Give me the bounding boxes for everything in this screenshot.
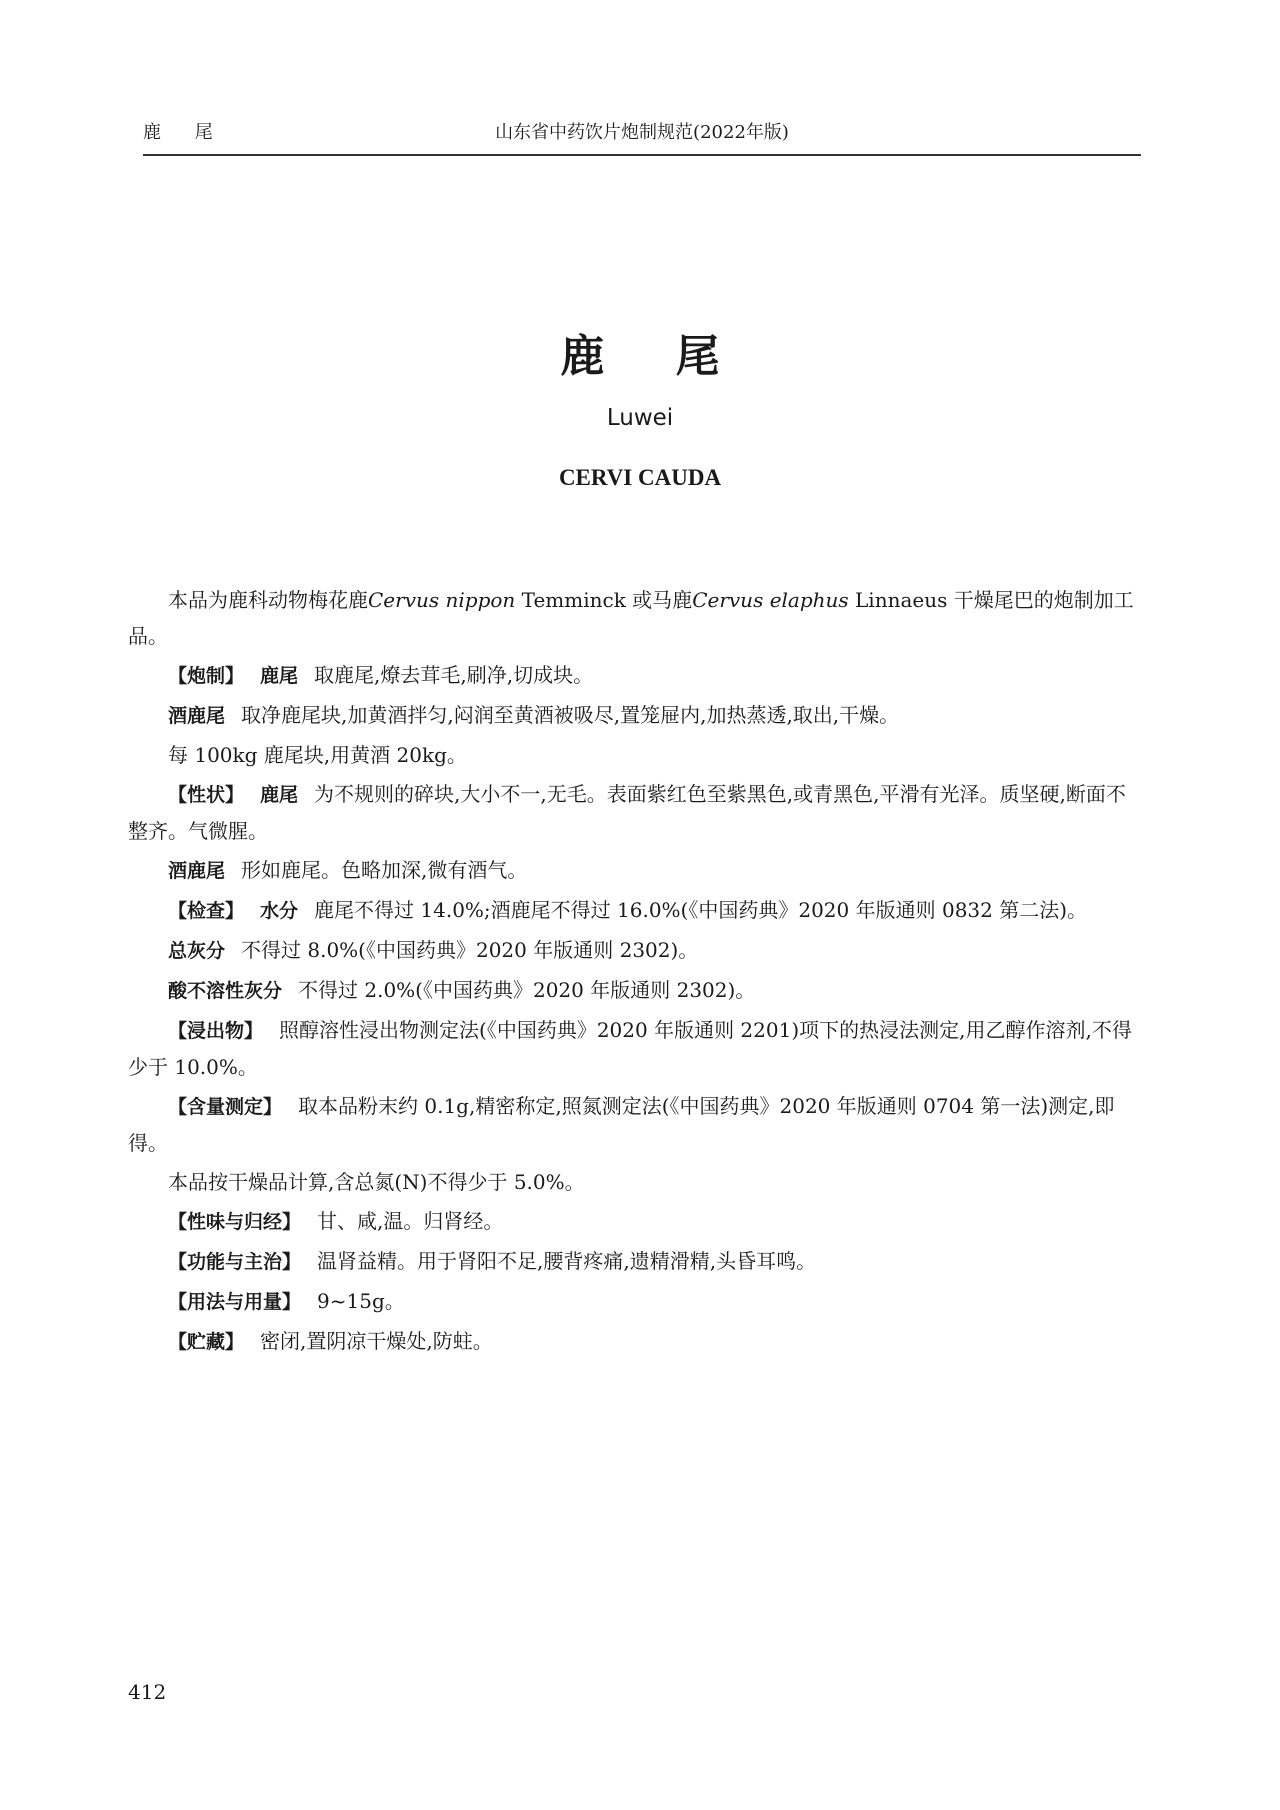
section-text: 不得过 2.0%(《中国药典》2020 年版通则 2302)。 — [298, 978, 756, 1002]
storage-paragraph — [128, 1323, 1143, 1360]
monograph-latin-name: CERVI CAUDA — [558, 465, 722, 490]
section-text: 温肾益精。用于肾阳不足,腰背疼痛,遗精滑精,头昏耳鸣。 — [317, 1249, 817, 1273]
sub-label: 酒鹿尾 — [168, 705, 226, 727]
section-text: 照醇溶性浸出物测定法(《中国药典》2020 年版通则 2201)项下的热浸法测定,用乙醇作溶剂,不得少于 10.0%。 — [128, 1018, 1132, 1079]
inspection-paragraph — [128, 932, 1143, 969]
intro-text: Temminck 或马鹿 — [515, 588, 693, 612]
sub-label: 酸不溶性灰分 — [168, 980, 283, 1002]
monograph-pinyin: Luwei — [606, 405, 674, 431]
section-text: 取净鹿尾块,加黄酒拌匀,闷润至黄酒被吸尽,置笼屉内,加热蒸透,取出,干燥。 — [241, 703, 900, 727]
processing-paragraph — [128, 657, 1143, 694]
species-name: Cervus elaphus — [692, 588, 849, 612]
assay-limit: 本品按干燥品计算,含总氮(N)不得少于 5.0%。 — [168, 1170, 585, 1194]
processing-paragraph — [128, 697, 1143, 734]
section-text: 不得过 8.0%(《中国药典》2020 年版通则 2302)。 — [241, 938, 699, 962]
species-name: Cervus nippon — [368, 588, 516, 612]
sub-label: 水分 — [260, 900, 299, 922]
section-text: 密闭,置阴凉干燥处,防蛀。 — [260, 1329, 493, 1353]
sub-label: 总灰分 — [168, 940, 226, 962]
monograph-title: 鹿 尾 — [560, 331, 748, 382]
monograph-body — [128, 582, 1143, 1363]
extract-paragraph — [128, 1012, 1143, 1085]
page-header — [143, 118, 1141, 156]
section-label: 【用法与用量】 — [168, 1291, 302, 1313]
section-label: 【性状】 — [168, 784, 245, 806]
section-text: 形如鹿尾。色略加深,微有酒气。 — [241, 858, 528, 882]
book-title: 山东省中药饮片炮制规范(2022年版) — [495, 122, 789, 143]
inspection-paragraph — [128, 972, 1143, 1009]
page-number: 412 — [128, 1680, 167, 1704]
running-title: 鹿 尾 — [143, 122, 227, 143]
section-label: 【性味与归经】 — [168, 1211, 302, 1233]
section-text: 取本品粉末约 0.1g,精密称定,照氮测定法(《中国药典》2020 年版通则 0704 第一法)测定,即得。 — [128, 1094, 1115, 1155]
description-paragraph — [128, 776, 1143, 849]
taste-paragraph — [128, 1203, 1143, 1240]
inspection-paragraph — [128, 892, 1143, 929]
sub-label: 鹿尾 — [260, 665, 299, 687]
section-label: 【检查】 — [168, 900, 245, 922]
intro-text: 本品为鹿科动物梅花鹿 — [168, 588, 368, 612]
intro-text: Linnaeus 干燥尾巴的炮制加工品。 — [128, 588, 1134, 648]
section-text: 取鹿尾,燎去茸毛,刷净,切成块。 — [314, 663, 594, 687]
section-label: 【含量测定】 — [168, 1096, 283, 1118]
section-label: 【浸出物】 — [168, 1020, 264, 1042]
section-text: 为不规则的碎块,大小不一,无毛。表面紫红色至紫黑色,或青黑色,平滑有光泽。质坚硬,断面不整齐。气微腥。 — [128, 782, 1126, 843]
processing-ratio: 每 100kg 鹿尾块,用黄酒 20kg。 — [168, 743, 467, 767]
intro-paragraph — [128, 582, 1143, 654]
section-label: 【功能与主治】 — [168, 1251, 302, 1273]
dosage-paragraph — [128, 1283, 1143, 1320]
sub-label: 鹿尾 — [260, 784, 299, 806]
section-text: 甘、咸,温。归肾经。 — [317, 1209, 504, 1233]
section-text: 鹿尾不得过 14.0%;酒鹿尾不得过 16.0%(《中国药典》2020 年版通则 0832 第二法)。 — [314, 898, 1088, 922]
section-label: 【贮藏】 — [168, 1331, 245, 1353]
sub-label: 酒鹿尾 — [168, 860, 226, 882]
description-paragraph — [128, 852, 1143, 889]
section-text: 9~15g。 — [317, 1289, 405, 1313]
section-label: 【炮制】 — [168, 665, 245, 687]
assay-paragraph — [128, 1088, 1143, 1161]
function-paragraph — [128, 1243, 1143, 1280]
